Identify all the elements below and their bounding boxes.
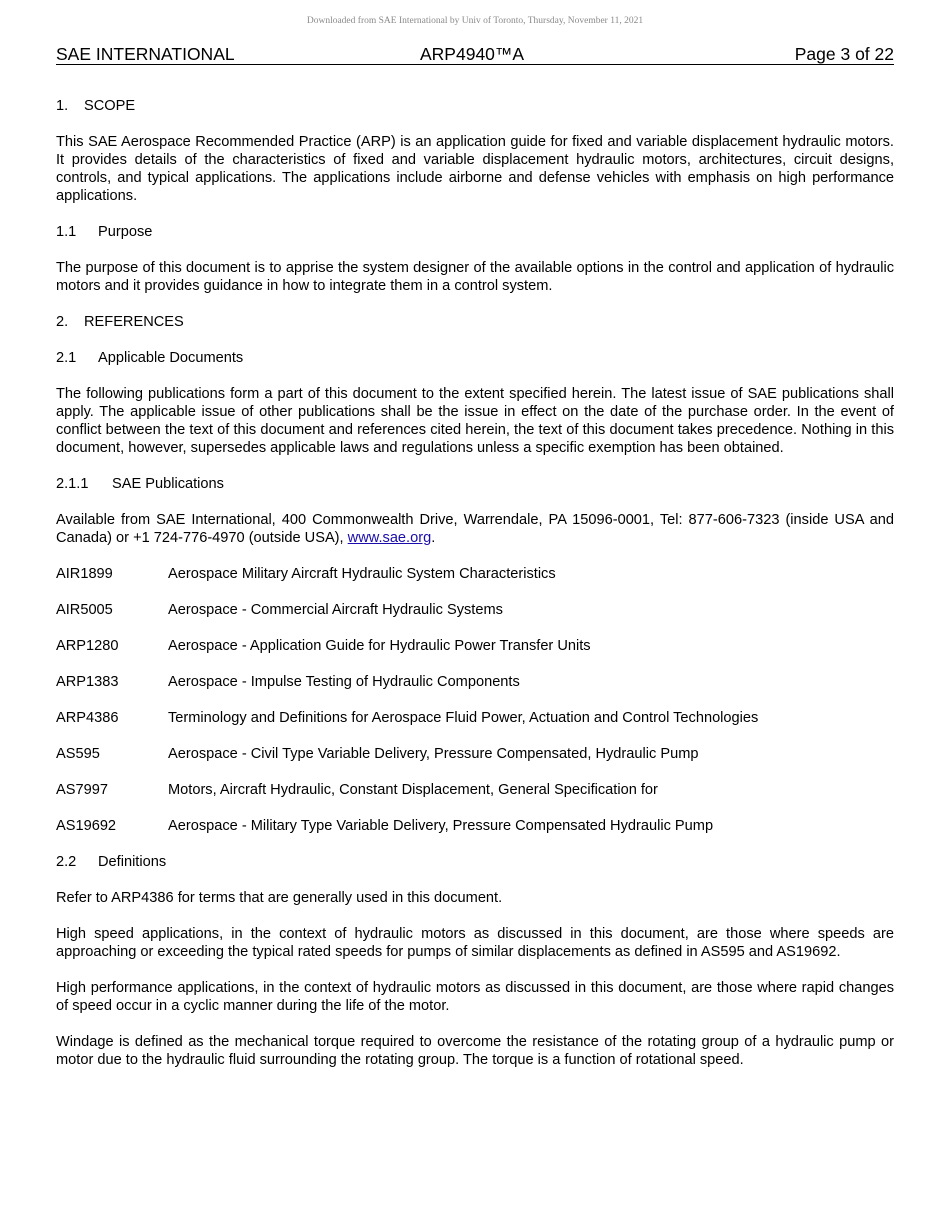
section-number: 1. xyxy=(56,98,69,114)
reference-item xyxy=(56,781,894,799)
reference-title: Aerospace - Military Type Variable Delivery, Pressure Compensated Hydraulic Pump xyxy=(168,818,714,834)
reference-title: Aerospace - Application Guide for Hydraulic Power Transfer Units xyxy=(168,638,591,654)
section-title: Applicable Documents xyxy=(98,350,244,366)
download-watermark: Downloaded from SAE International by Univ of Toronto, Thursday, November 11, 2021 xyxy=(306,16,644,26)
paragraph-high-speed-definition: High speed applications, in the context of hydraulic motors as discussed in this document, are those where speeds are approaching or exceeding the typical rated speeds for pumps of similar displacements as defined in AS595 and AS19692. xyxy=(56,926,894,960)
sentence-end: . xyxy=(431,530,436,546)
reference-code: AS595 xyxy=(56,746,100,762)
document-body xyxy=(56,97,894,1069)
reference-title: Aerospace Military Aircraft Hydraulic System Characteristics xyxy=(168,566,556,582)
page-header xyxy=(56,44,894,65)
section-title: REFERENCES xyxy=(84,314,184,330)
section-number: 1.1 xyxy=(56,224,77,240)
sae-website-link[interactable]: www.sae.org xyxy=(347,530,432,546)
header-page-number: Page 3 of 22 xyxy=(794,44,894,64)
section-heading-definitions xyxy=(56,853,894,871)
section-number: 2.1 xyxy=(56,350,77,366)
reference-code: AIR1899 xyxy=(56,566,113,582)
reference-item xyxy=(56,709,894,727)
header-doc-id: ARP4940™A xyxy=(420,44,525,64)
reference-code: AIR5005 xyxy=(56,602,113,618)
section-number: 2. xyxy=(56,314,69,330)
paragraph-sae-publications xyxy=(56,511,894,547)
section-heading-scope xyxy=(56,97,894,115)
paragraph-definitions-intro: Refer to ARP4386 for terms that are generally used in this document. xyxy=(56,890,503,906)
section-heading-references xyxy=(56,313,894,331)
reference-code: ARP4386 xyxy=(56,710,119,726)
reference-title: Aerospace - Civil Type Variable Delivery, Pressure Compensated, Hydraulic Pump xyxy=(168,746,699,762)
reference-item xyxy=(56,817,894,835)
paragraph-windage-definition: Windage is defined as the mechanical torque required to overcome the resistance of the rotating group of a hydraulic pump or motor due to the hydraulic fluid surrounding the rotating group. The torque is a function of rotational speed. xyxy=(56,1034,894,1068)
paragraph-applicable-documents: The following publications form a part of this document to the extent specified herein. The latest issue of SAE publications shall apply. The applicable issue of other publications shall be the issue in effect on the date of the purchase order. In the event of conflict between the text of this document and references cited herein, the text of this document takes precedence. Nothing in this document, however, supersedes applicable laws and regulations unless a specific exemption has been obtained. xyxy=(56,386,894,456)
section-heading-sae-publications xyxy=(56,475,894,493)
reference-item xyxy=(56,637,894,655)
reference-list xyxy=(56,565,894,835)
section-title: SCOPE xyxy=(84,98,136,114)
reference-item xyxy=(56,745,894,763)
reference-title: Aerospace - Commercial Aircraft Hydraulic Systems xyxy=(168,602,503,618)
reference-item xyxy=(56,673,894,691)
sae-address-text: Available from SAE International, 400 Commonwealth Drive, Warrendale, PA 15096-0001, Tel: 877-606-7323 (inside USA and Canada) or +1 724-776-4970 (outside USA), xyxy=(56,512,894,546)
section-title: SAE Publications xyxy=(112,476,224,492)
reference-title: Aerospace - Impulse Testing of Hydraulic Components xyxy=(168,674,520,690)
paragraph-scope: This SAE Aerospace Recommended Practice (ARP) is an application guide for fixed and variable displacement hydraulic motors. It provides details of the characteristics of fixed and variable displacement hydraulic motors, architectures, circuit designs, controls, and typical applications. The applications include airborne and defense vehicles with emphasis on high performance applications. xyxy=(56,134,894,204)
reference-item xyxy=(56,601,894,619)
reference-title: Motors, Aircraft Hydraulic, Constant Displacement, General Specification for xyxy=(168,782,658,798)
paragraph-purpose: The purpose of this document is to apprise the system designer of the available options in the control and application of hydraulic motors and it provides guidance in how to integrate them in a control system. xyxy=(56,260,894,294)
section-number: 2.2 xyxy=(56,854,77,870)
section-number: 2.1.1 xyxy=(56,476,89,492)
section-heading-applicable-documents xyxy=(56,349,894,367)
reference-code: AS7997 xyxy=(56,782,108,798)
paragraph-high-performance-definition: High performance applications, in the context of hydraulic motors as discussed in this document, are those where rapid changes of speed occur in a cyclic manner during the life of the motor. xyxy=(56,980,894,1014)
reference-code: ARP1280 xyxy=(56,638,119,654)
section-title: Purpose xyxy=(98,224,153,240)
header-org: SAE INTERNATIONAL xyxy=(56,44,235,64)
reference-item xyxy=(56,565,894,583)
section-title: Definitions xyxy=(98,854,167,870)
section-heading-purpose xyxy=(56,223,894,241)
reference-title: Terminology and Definitions for Aerospace Fluid Power, Actuation and Control Technologies xyxy=(168,710,759,726)
reference-code: ARP1383 xyxy=(56,674,119,690)
reference-code: AS19692 xyxy=(56,818,117,834)
